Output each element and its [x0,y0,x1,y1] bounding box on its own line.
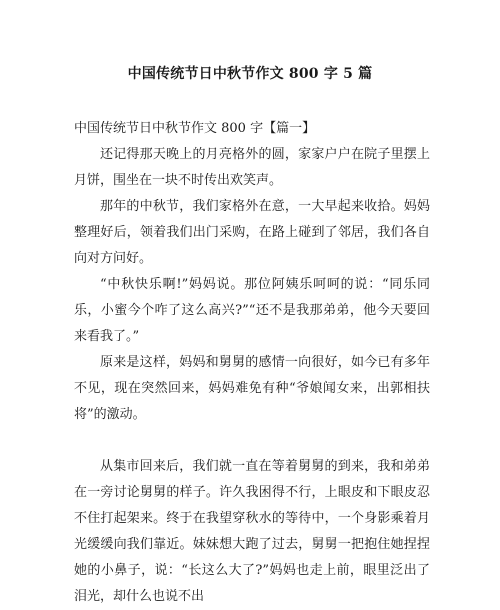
paragraph: 还记得那天晚上的月亮格外的圆，家家户户在院子里摆上月饼，围坐在一块不时传出欢笑声。 [74,147,430,188]
paragraph: 原来是这样，妈妈和舅舅的感情一向很好，如今已有多年不见，现在突然回来，妈妈难免有种“爷娘闻女来，出郭相扶将”的激动。 [74,355,430,422]
paragraph: “中秋快乐啊!”妈妈说。那位阿姨乐呵呵的说：“同乐同乐，小蜜今个咋了这么高兴?”“还不是我那弟弟，他今天要回来看我了。” [74,277,430,344]
paragraph-gap [74,428,430,454]
paragraph: 从集市回来后，我们就一直在等着舅舅的到来，我和弟弟在一旁讨论舅舅的样子。许久我困得不行，上眼皮和下眼皮忍不住打起架来。终于在我望穿秋水的等待中，一个身影乘着月光缓缓向我们靠近。妹妹想大跑了过去，舅舅一把抱住她捏捏她的小鼻子，说：“长这么大了?”妈妈也走上前，眼里泛出了泪光，却什么也说不出 [74,459,430,604]
article-body [74,116,430,610]
document-title: 中国传统节日中秋节作文 800 字 5 篇 [127,66,373,82]
paragraph: 那年的中秋节，我们家格外在意，一大早起来收拾。妈妈整理好后，领着我们出门采购，在路上碰到了邻居，我们各自向对方问好。 [74,199,430,266]
section-heading: 中国传统节日中秋节作文 800 字【篇一】 [74,121,316,136]
